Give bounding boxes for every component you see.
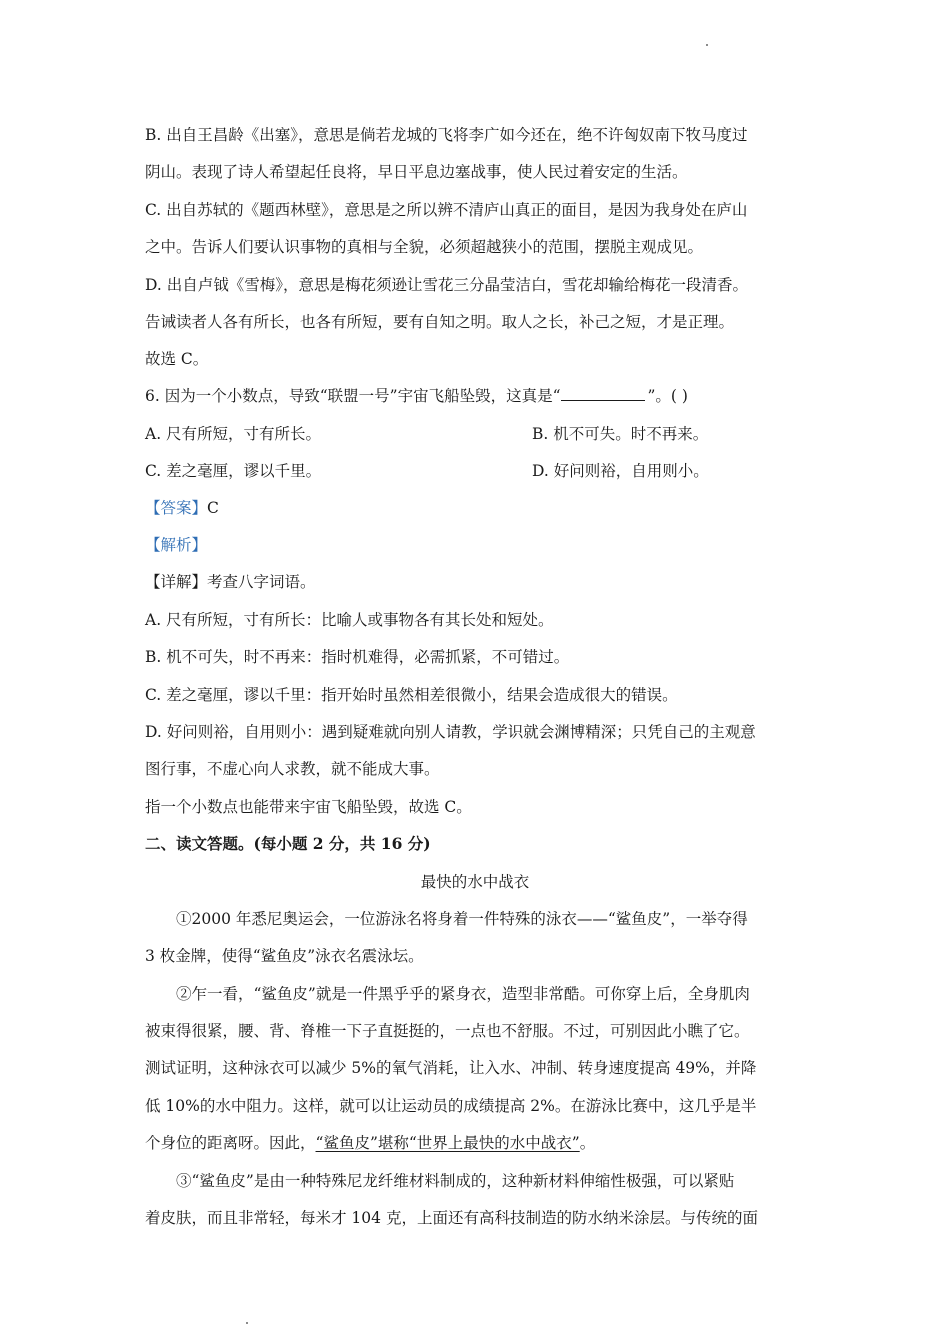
analysis-tag: 【解析】 (145, 536, 208, 554)
option-b: B. 机不可失。时不再来。 (532, 425, 709, 443)
scan-dot (246, 1322, 248, 1324)
explanation-b: B. 机不可失，时不再来：指时机难得，必需抓紧，不可错过。 (145, 648, 570, 666)
underlined-sentence: “鲨鱼皮”堪称“世界上最快的水中战衣” (315, 1134, 580, 1152)
question-stem-start: 6. 因为一个小数点，导致“联盟一号”宇宙飞船坠毁，这真是“ (145, 387, 561, 405)
paragraph-2-line-5 (145, 1133, 825, 1153)
option-c: C. 差之毫厘，谬以千里。 (145, 462, 322, 480)
paragraph-2-line-2: 被束得很紧，腰、背、脊椎一下子直挺挺的，一点也不舒服。不过，可别因此小瞧了它。 (145, 1022, 750, 1040)
text-segment: 。 (579, 1134, 596, 1152)
paragraph-3-line-1: ③“鲨鱼皮”是由一种特殊尼龙纤维材料制成的，这种新材料伸缩性极强，可以紧贴 (176, 1172, 735, 1190)
option-d-line-1: D. 出自卢钺《雪梅》，意思是梅花须逊让雪花三分晶莹洁白，雪花却输给梅花一段清香。 (145, 276, 748, 294)
answer-line (145, 498, 825, 518)
options-row-1 (145, 424, 825, 444)
article-title: 最快的水中战衣 (420, 873, 530, 891)
option-b-line-1: B. 出自王昌龄《出塞》，意思是倘若龙城的飞将李广如今还在，绝不许匈奴南下牧马度过 (145, 126, 748, 144)
options-row-2 (145, 461, 825, 481)
paragraph-2-line-3: 测试证明，这种泳衣可以减少 5%的氧气消耗，让入水、冲制、转身速度提高 49%，并降 (145, 1059, 757, 1077)
explanation-d-line-1: D. 好问则裕，自用则小：遇到疑难就向别人请教，学识就会渊博精深；只凭自己的主观意 (145, 723, 756, 741)
answer-value: C (207, 499, 219, 517)
text-segment: 个身位的距离呀。因此， (145, 1134, 316, 1152)
option-d-line-2: 告诫读者人各有所长，也各有所短，要有自知之明。取人之长，补己之短，才是正理。 (145, 313, 735, 331)
question-6-stem (145, 386, 825, 406)
option-c-line-2: 之中。告诉人们要认识事物的真相与全貌，必须超越狭小的范围，摆脱主观成见。 (145, 238, 704, 256)
option-b-line-2: 阴山。表现了诗人希望起任良将，早日平息边塞战事，使人民过着安定的生活。 (145, 163, 688, 181)
question-6-conclusion: 指一个小数点也能带来宇宙飞船坠毁，故选 C。 (145, 798, 472, 816)
explanation-a: A. 尺有所短，寸有所长：比喻人或事物各有其长处和短处。 (145, 611, 554, 629)
detail-line: 【详解】考查八字词语。 (145, 573, 316, 591)
paragraph-1-line-2: 3 枚金牌，使得“鲨鱼皮”泳衣名震泳坛。 (145, 947, 424, 965)
explanation-c: C. 差之毫厘，谬以千里：指开始时虽然相差很微小，结果会造成很大的错误。 (145, 686, 678, 704)
question-stem-end: ”。( ) (647, 387, 688, 405)
prev-conclusion: 故选 C。 (145, 350, 209, 368)
scan-dot (706, 44, 708, 46)
paragraph-2-line-1: ②乍一看，“鲨鱼皮”就是一件黑乎乎的紧身衣，造型非常酷。可你穿上后，全身肌肉 (176, 985, 750, 1003)
section-heading: 二、读文答题。(每小题 2 分，共 16 分) (145, 834, 431, 853)
explanation-d-line-2: 图行事，不虚心向人求教，就不能成大事。 (145, 760, 440, 778)
option-c-line-1: C. 出自苏轼的《题西林壁》，意思是之所以辨不清庐山真正的面目，是因为我身处在庐山 (145, 201, 748, 219)
option-a: A. 尺有所短，寸有所长。 (145, 425, 322, 443)
paragraph-2-line-4: 低 10%的水中阻力。这样，就可以让运动员的成绩提高 2%。在游泳比赛中，这几乎是半 (145, 1097, 757, 1115)
paragraph-3-line-2: 着皮肤，而且非常轻，每米才 104 克，上面还有高科技制造的防水纳米涂层。与传统的面 (145, 1209, 758, 1227)
answer-tag: 【答案】 (145, 499, 208, 517)
option-d: D. 好问则裕，自用则小。 (532, 462, 709, 480)
fill-blank (561, 386, 645, 401)
paragraph-1-line-1: ①2000 年悉尼奥运会，一位游泳名将身着一件特殊的泳衣——“鲨鱼皮”，一举夺得 (176, 910, 748, 928)
